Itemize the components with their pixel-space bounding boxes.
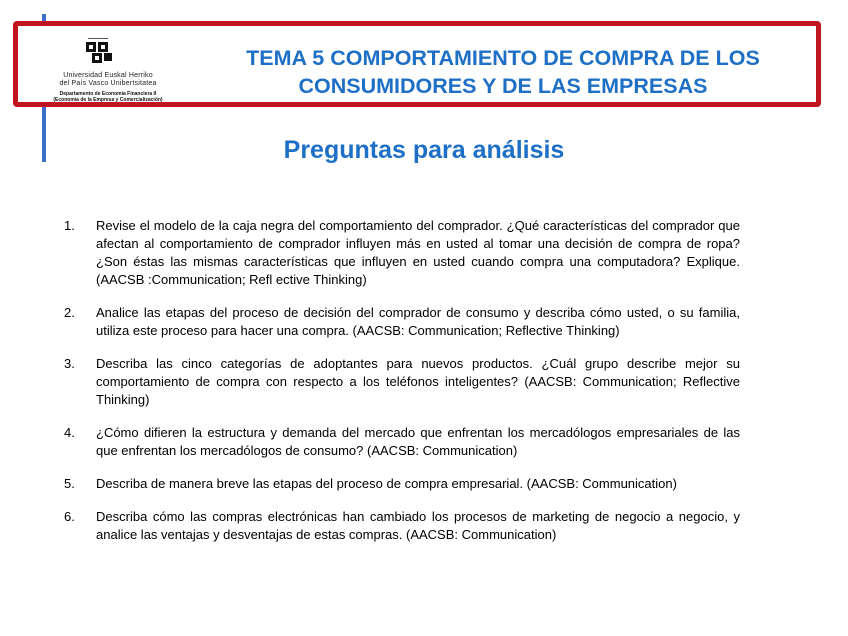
question-text: Describa de manera breve las etapas del proceso de compra empresarial. (AACSB: Communication) xyxy=(96,476,677,491)
department-name-line2: (Economía de la Empresa y Comercialización) xyxy=(53,97,163,103)
question-number: 2. xyxy=(64,305,75,320)
question-text: Describa las cinco categorías de adoptantes para nuevos productos. ¿Cuál grupo describe mejor su comportamiento de compra con respecto a los teléfonos inteligentes? (AACSB: Communication; Reflective Thinking) xyxy=(96,356,740,407)
header-title xyxy=(198,44,808,100)
question-number: 1. xyxy=(64,218,75,233)
logo-rule xyxy=(88,38,108,39)
university-name-line1: Universidad Euskal Herriko xyxy=(63,72,153,79)
question-text: ¿Cómo difieren la estructura y demanda del mercado que enfrentan los mercadólogos empresariales de las que enfrentan los mercadólogos de consumo? (AACSB: Communication) xyxy=(96,425,740,458)
university-name xyxy=(40,72,176,88)
question-number: 4. xyxy=(64,425,75,440)
header-title-line2: CONSUMIDORES Y DE LAS EMPRESAS xyxy=(298,74,708,98)
question-number: 6. xyxy=(64,509,75,524)
header-banner xyxy=(13,21,821,107)
department-name xyxy=(34,91,182,103)
department-name-line1: Departamento de Economía Financiera II xyxy=(59,91,157,97)
question-text: Revise el modelo de la caja negra del comportamiento del comprador. ¿Qué características del comprador que afectan al comportamiento de comprador influyen más en usted al tomar una decisión de compra de ropa? ¿Son éstas las mismas características que influyen en usted cuando compra una computadora? Explique. (AACSB :Communication; Refl ective Thinking) xyxy=(96,218,740,287)
list-item xyxy=(62,475,740,493)
question-text: Analice las etapas del proceso de decisión del comprador de consumo y describa cómo usted, o su familia, utiliza este proceso para hacer una compra. (AACSB: Communication; Reflective Thinking) xyxy=(96,305,740,338)
question-number: 5. xyxy=(64,476,75,491)
university-logo xyxy=(40,32,176,108)
question-number: 3. xyxy=(64,356,75,371)
list-item xyxy=(62,217,740,289)
question-text: Describa cómo las compras electrónicas han cambiado los procesos de marketing de negocio a negocio, y analice las ventajas y desventajas de estas compras. (AACSB: Communication) xyxy=(96,509,740,542)
list-item xyxy=(62,424,740,460)
header-title-line1: TEMA 5 COMPORTAMIENTO DE COMPRA DE LOS xyxy=(246,46,760,70)
question-list xyxy=(62,217,740,559)
list-item xyxy=(62,508,740,544)
page-subtitle: Preguntas para análisis xyxy=(283,136,565,164)
list-item xyxy=(62,304,740,340)
list-item xyxy=(62,355,740,409)
university-name-line2: del País Vasco Unibertsitatea xyxy=(59,80,157,87)
university-emblem-icon xyxy=(80,40,120,70)
